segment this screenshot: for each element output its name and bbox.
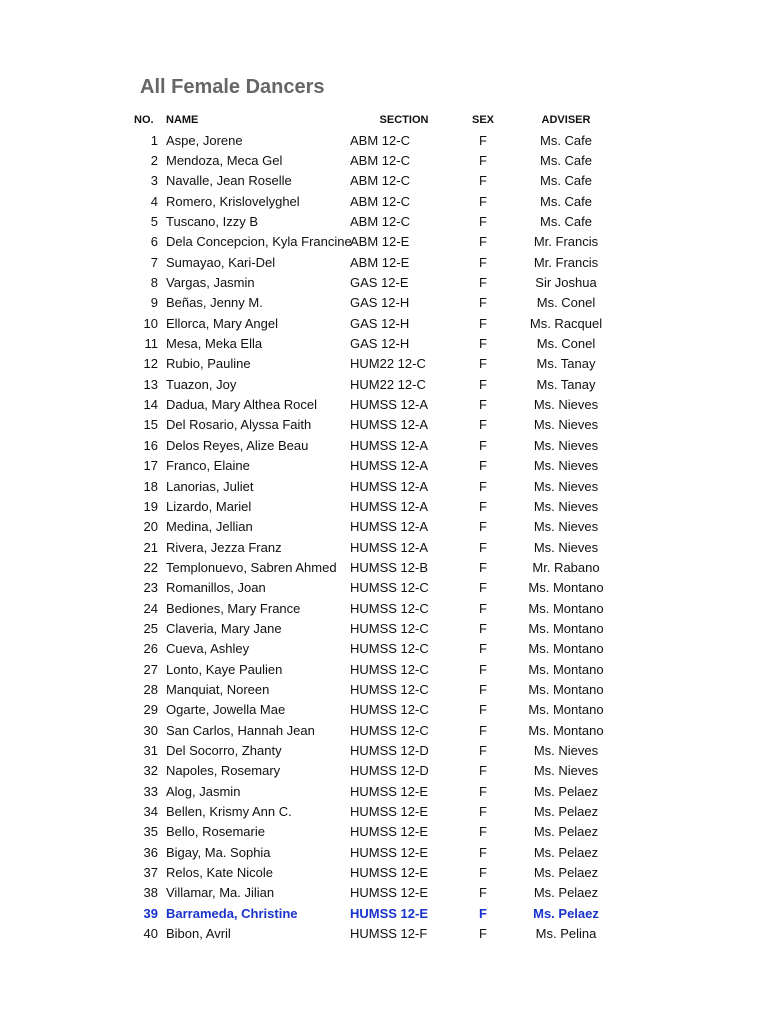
adviser-cell: Ms. Pelaez — [533, 844, 599, 860]
dancer-name: Dela Concepcion, Kyla Francine — [166, 234, 352, 250]
sex-cell: F — [479, 620, 487, 636]
adviser-cell: Ms. Cafe — [539, 214, 592, 230]
dancer-name: Mesa, Meka Ella — [166, 336, 263, 352]
sex-cell: F — [479, 804, 487, 820]
section-cell: ABM 12-C — [350, 153, 410, 169]
sex-cell: F — [479, 865, 487, 881]
dancer-name: Templonuevo, Sabren Ahmed — [166, 559, 337, 575]
dancer-name: Bello, Rosemarie — [166, 824, 265, 840]
sex-cell: F — [479, 234, 487, 250]
adviser-cell: Ms. Pelina — [535, 926, 597, 942]
section-cell: HUMSS 12-A — [350, 478, 429, 494]
table-header-row — [134, 109, 624, 130]
table-row — [134, 456, 624, 476]
adviser-cell: Ms. Nieves — [533, 519, 599, 535]
table-row — [134, 923, 624, 943]
row-number: 18 — [143, 478, 158, 494]
section-cell: HUMSS 12-A — [350, 458, 429, 474]
table-row — [134, 191, 624, 211]
section-cell: HUMSS 12-A — [350, 417, 429, 433]
table-row — [134, 700, 624, 720]
adviser-cell: Ms. Montano — [528, 600, 604, 616]
section-cell: HUMSS 12-A — [350, 498, 429, 514]
row-number: 25 — [143, 620, 158, 636]
adviser-cell: Ms. Nieves — [533, 397, 599, 413]
table-row — [134, 720, 624, 740]
row-number: 40 — [143, 926, 158, 942]
row-number: 12 — [143, 356, 158, 372]
adviser-cell: Ms. Pelaez — [533, 905, 599, 921]
adviser-cell: Ms. Pelaez — [533, 783, 599, 799]
table-row — [134, 476, 624, 496]
section-cell: HUMSS 12-E — [350, 783, 429, 799]
row-number: 29 — [143, 702, 158, 718]
sex-cell: F — [479, 153, 487, 169]
table-row — [134, 252, 624, 272]
sex-cell: F — [479, 519, 487, 535]
table-row — [134, 272, 624, 292]
section-cell: HUMSS 12-E — [350, 905, 429, 921]
section-cell: HUMSS 12-A — [350, 519, 429, 535]
table-row — [134, 740, 624, 760]
row-number: 36 — [143, 844, 158, 860]
dancer-name: Bigay, Ma. Sophia — [166, 844, 271, 860]
table-row — [134, 150, 624, 170]
sex-cell: F — [479, 824, 487, 840]
column-header-sex: SEX — [471, 113, 494, 126]
dancer-name: Vargas, Jasmin — [166, 275, 255, 291]
table-row — [134, 171, 624, 191]
row-number: 10 — [143, 315, 158, 331]
adviser-cell: Ms. Pelaez — [533, 804, 599, 820]
dancer-name: Lanorias, Juliet — [166, 478, 254, 494]
adviser-cell: Ms. Pelaez — [533, 865, 599, 881]
sex-cell: F — [479, 437, 487, 453]
row-number: 1 — [150, 132, 158, 148]
column-header-section: SECTION — [379, 113, 429, 126]
adviser-cell: Ms. Cafe — [539, 132, 592, 148]
table-row — [134, 639, 624, 659]
dancer-name: Ogarte, Jowella Mae — [166, 702, 286, 718]
section-cell: HUMSS 12-E — [350, 804, 429, 820]
sex-cell: F — [479, 498, 487, 514]
sex-cell: F — [479, 641, 487, 657]
section-cell: HUMSS 12-C — [350, 620, 429, 636]
section-cell: HUMSS 12-C — [350, 702, 429, 718]
dancer-name: Aspe, Jorene — [166, 132, 243, 148]
adviser-cell: Ms. Tanay — [536, 356, 596, 372]
dancer-name: Claveria, Mary Jane — [166, 620, 282, 636]
dancer-name: Del Rosario, Alyssa Faith — [166, 417, 312, 433]
row-number: 24 — [143, 600, 158, 616]
adviser-cell: Ms. Nieves — [533, 478, 599, 494]
section-cell: HUMSS 12-C — [350, 722, 429, 738]
row-number: 17 — [143, 458, 158, 474]
table-row — [134, 781, 624, 801]
adviser-cell: Ms. Conel — [536, 336, 596, 352]
row-number: 20 — [143, 519, 158, 535]
section-cell: HUMSS 12-A — [350, 539, 429, 555]
table-row — [134, 435, 624, 455]
adviser-cell: Ms. Nieves — [533, 763, 599, 779]
section-cell: HUMSS 12-E — [350, 824, 429, 840]
page-title: All Female Dancers — [140, 76, 325, 98]
sex-cell: F — [479, 458, 487, 474]
dancer-name: Navalle, Jean Roselle — [166, 173, 292, 189]
dancer-name: Delos Reyes, Alize Beau — [166, 437, 309, 453]
section-cell: ABM 12-C — [350, 132, 410, 148]
dancer-name: Sumayao, Kari-Del — [166, 254, 276, 270]
sex-cell: F — [479, 478, 487, 494]
adviser-cell: Ms. Montano — [528, 722, 604, 738]
row-number: 11 — [144, 336, 158, 352]
sex-cell: F — [479, 681, 487, 697]
section-cell: HUMSS 12-E — [350, 844, 429, 860]
section-cell: ABM 12-C — [350, 173, 410, 189]
table-row — [134, 659, 624, 679]
sex-cell: F — [479, 722, 487, 738]
table-row — [134, 232, 624, 252]
adviser-cell: Ms. Montano — [528, 580, 604, 596]
row-number: 26 — [143, 641, 158, 657]
table-row — [134, 598, 624, 618]
table-row — [134, 394, 624, 414]
row-number: 22 — [143, 559, 158, 575]
adviser-cell: Ms. Nieves — [533, 742, 599, 758]
sex-cell: F — [479, 783, 487, 799]
adviser-cell: Ms. Nieves — [533, 417, 599, 433]
table-row — [134, 537, 624, 557]
dancer-name: Mendoza, Meca Gel — [166, 153, 283, 169]
table-row — [134, 761, 624, 781]
table-row — [134, 374, 624, 394]
dancer-name: Dadua, Mary Althea Rocel — [166, 397, 318, 413]
table-row — [134, 293, 624, 313]
dancer-name: Romanillos, Joan — [166, 580, 266, 596]
sex-cell: F — [479, 905, 487, 921]
dancer-name: Tuazon, Joy — [166, 376, 237, 392]
section-cell: HUMSS 12-D — [350, 763, 429, 779]
section-cell: GAS 12-H — [350, 315, 410, 331]
sex-cell: F — [479, 315, 487, 331]
row-number: 13 — [143, 376, 158, 392]
adviser-cell: Ms. Montano — [528, 641, 604, 657]
table-row — [134, 801, 624, 821]
table-row — [134, 313, 624, 333]
adviser-cell: Ms. Racquel — [529, 315, 603, 331]
table-row — [134, 333, 624, 353]
dancer-name: Lizardo, Mariel — [166, 498, 252, 514]
table-row — [134, 618, 624, 638]
row-number: 33 — [143, 783, 158, 799]
table-row-highlighted — [134, 903, 624, 923]
sex-cell: F — [479, 763, 487, 779]
adviser-cell: Mr. Francis — [533, 254, 599, 270]
section-cell: HUMSS 12-B — [350, 559, 429, 575]
table-body — [134, 130, 624, 944]
dancer-roster-table — [134, 109, 624, 944]
sex-cell: F — [479, 173, 487, 189]
sex-cell: F — [479, 742, 487, 758]
adviser-cell: Ms. Cafe — [539, 153, 592, 169]
adviser-cell: Ms. Pelaez — [533, 885, 599, 901]
table-row — [134, 211, 624, 231]
dancer-name: Del Socorro, Zhanty — [166, 742, 282, 758]
row-number: 2 — [150, 153, 158, 169]
table-row — [134, 130, 624, 150]
table-row — [134, 883, 624, 903]
adviser-cell: Mr. Francis — [533, 234, 599, 250]
sex-cell: F — [479, 193, 487, 209]
row-number: 9 — [150, 295, 158, 311]
section-cell: HUMSS 12-E — [350, 865, 429, 881]
sex-cell: F — [479, 661, 487, 677]
sex-cell: F — [479, 214, 487, 230]
sex-cell: F — [479, 559, 487, 575]
table-row — [134, 578, 624, 598]
section-cell: HUMSS 12-F — [350, 926, 428, 942]
adviser-cell: Ms. Nieves — [533, 539, 599, 555]
section-cell: HUMSS 12-C — [350, 600, 429, 616]
dancer-name: Barrameda, Christine — [166, 905, 298, 921]
dancer-name: Relos, Kate Nicole — [166, 865, 273, 881]
section-cell: HUMSS 12-C — [350, 681, 429, 697]
dancer-name: Napoles, Rosemary — [166, 763, 281, 779]
dancer-name: Manquiat, Noreen — [166, 681, 270, 697]
sex-cell: F — [479, 356, 487, 372]
sex-cell: F — [479, 417, 487, 433]
sex-cell: F — [479, 376, 487, 392]
row-number: 32 — [143, 763, 158, 779]
section-cell: ABM 12-C — [350, 193, 410, 209]
column-header-adviser: ADVISER — [541, 113, 591, 126]
table-row — [134, 679, 624, 699]
section-cell: HUM22 12-C — [350, 356, 426, 372]
row-number: 31 — [143, 742, 158, 758]
sex-cell: F — [479, 295, 487, 311]
column-header-no: NO. — [134, 113, 154, 126]
sex-cell: F — [479, 539, 487, 555]
row-number: 5 — [150, 214, 158, 230]
table-row — [134, 842, 624, 862]
adviser-cell: Ms. Nieves — [533, 498, 599, 514]
adviser-cell: Sir Joshua — [535, 275, 597, 291]
section-cell: HUMSS 12-D — [350, 742, 429, 758]
section-cell: GAS 12-H — [350, 336, 410, 352]
table-row — [134, 415, 624, 435]
adviser-cell: Ms. Montano — [528, 620, 604, 636]
dancer-name: Lonto, Kaye Paulien — [166, 661, 283, 677]
adviser-cell: Ms. Nieves — [533, 458, 599, 474]
row-number: 34 — [143, 804, 158, 820]
sex-cell: F — [479, 926, 487, 942]
row-number: 21 — [143, 539, 158, 555]
sex-cell: F — [479, 885, 487, 901]
adviser-cell: Ms. Pelaez — [533, 824, 599, 840]
row-number: 8 — [150, 275, 158, 291]
dancer-name: Bellen, Krismy Ann C. — [166, 804, 292, 820]
sex-cell: F — [479, 844, 487, 860]
row-number: 27 — [143, 661, 158, 677]
adviser-cell: Ms. Montano — [528, 681, 604, 697]
column-header-name: NAME — [166, 113, 199, 126]
dancer-name: Franco, Elaine — [166, 458, 250, 474]
table-row — [134, 862, 624, 882]
adviser-cell: Ms. Montano — [528, 702, 604, 718]
dancer-name: Alog, Jasmin — [166, 783, 241, 799]
sex-cell: F — [479, 275, 487, 291]
row-number: 14 — [143, 397, 158, 413]
section-cell: HUM22 12-C — [350, 376, 426, 392]
adviser-cell: Ms. Montano — [528, 661, 604, 677]
dancer-name: Tuscano, Izzy B — [166, 214, 258, 230]
sex-cell: F — [479, 600, 487, 616]
adviser-cell: Mr. Rabano — [532, 559, 600, 575]
dancer-name: Rivera, Jezza Franz — [166, 539, 282, 555]
row-number: 35 — [143, 824, 158, 840]
sex-cell: F — [479, 132, 487, 148]
dancer-name: Cueva, Ashley — [166, 641, 250, 657]
row-number: 23 — [143, 580, 158, 596]
section-cell: HUMSS 12-E — [350, 885, 429, 901]
table-row — [134, 822, 624, 842]
dancer-name: Rubio, Pauline — [166, 356, 251, 372]
section-cell: ABM 12-E — [350, 254, 410, 270]
section-cell: ABM 12-C — [350, 214, 410, 230]
dancer-name: Villamar, Ma. Jilian — [166, 885, 275, 901]
dancer-name: Bibon, Avril — [166, 926, 231, 942]
adviser-cell: Ms. Tanay — [536, 376, 596, 392]
adviser-cell: Ms. Conel — [536, 295, 596, 311]
table-row — [134, 517, 624, 537]
row-number: 28 — [143, 681, 158, 697]
row-number: 4 — [150, 193, 158, 209]
row-number: 38 — [143, 885, 158, 901]
dancer-name: Ellorca, Mary Angel — [166, 315, 278, 331]
adviser-cell: Ms. Cafe — [539, 193, 592, 209]
section-cell: HUMSS 12-A — [350, 397, 429, 413]
section-cell: HUMSS 12-A — [350, 437, 429, 453]
section-cell: GAS 12-H — [350, 295, 410, 311]
section-cell: GAS 12-E — [350, 275, 409, 291]
dancer-name: San Carlos, Hannah Jean — [166, 722, 315, 738]
sex-cell: F — [479, 580, 487, 596]
row-number: 30 — [143, 722, 158, 738]
table-row — [134, 496, 624, 516]
row-number: 6 — [150, 234, 158, 250]
dancer-name: Bediones, Mary France — [166, 600, 301, 616]
table-row — [134, 557, 624, 577]
row-number: 19 — [143, 498, 158, 514]
sex-cell: F — [479, 702, 487, 718]
section-cell: HUMSS 12-C — [350, 580, 429, 596]
row-number: 37 — [143, 865, 158, 881]
dancer-name: Medina, Jellian — [166, 519, 253, 535]
section-cell: HUMSS 12-C — [350, 641, 429, 657]
row-number: 7 — [150, 254, 158, 270]
section-cell: HUMSS 12-C — [350, 661, 429, 677]
row-number: 3 — [150, 173, 158, 189]
row-number: 16 — [143, 437, 158, 453]
row-number: 39 — [143, 905, 158, 921]
dancer-name: Romero, Krislovelyghel — [166, 193, 300, 209]
adviser-cell: Ms. Nieves — [533, 437, 599, 453]
sex-cell: F — [479, 397, 487, 413]
section-cell: ABM 12-E — [350, 234, 410, 250]
adviser-cell: Ms. Cafe — [539, 173, 592, 189]
dancer-name: Beñas, Jenny M. — [166, 295, 263, 311]
sex-cell: F — [479, 254, 487, 270]
row-number: 15 — [143, 417, 158, 433]
sex-cell: F — [479, 336, 487, 352]
table-row — [134, 354, 624, 374]
